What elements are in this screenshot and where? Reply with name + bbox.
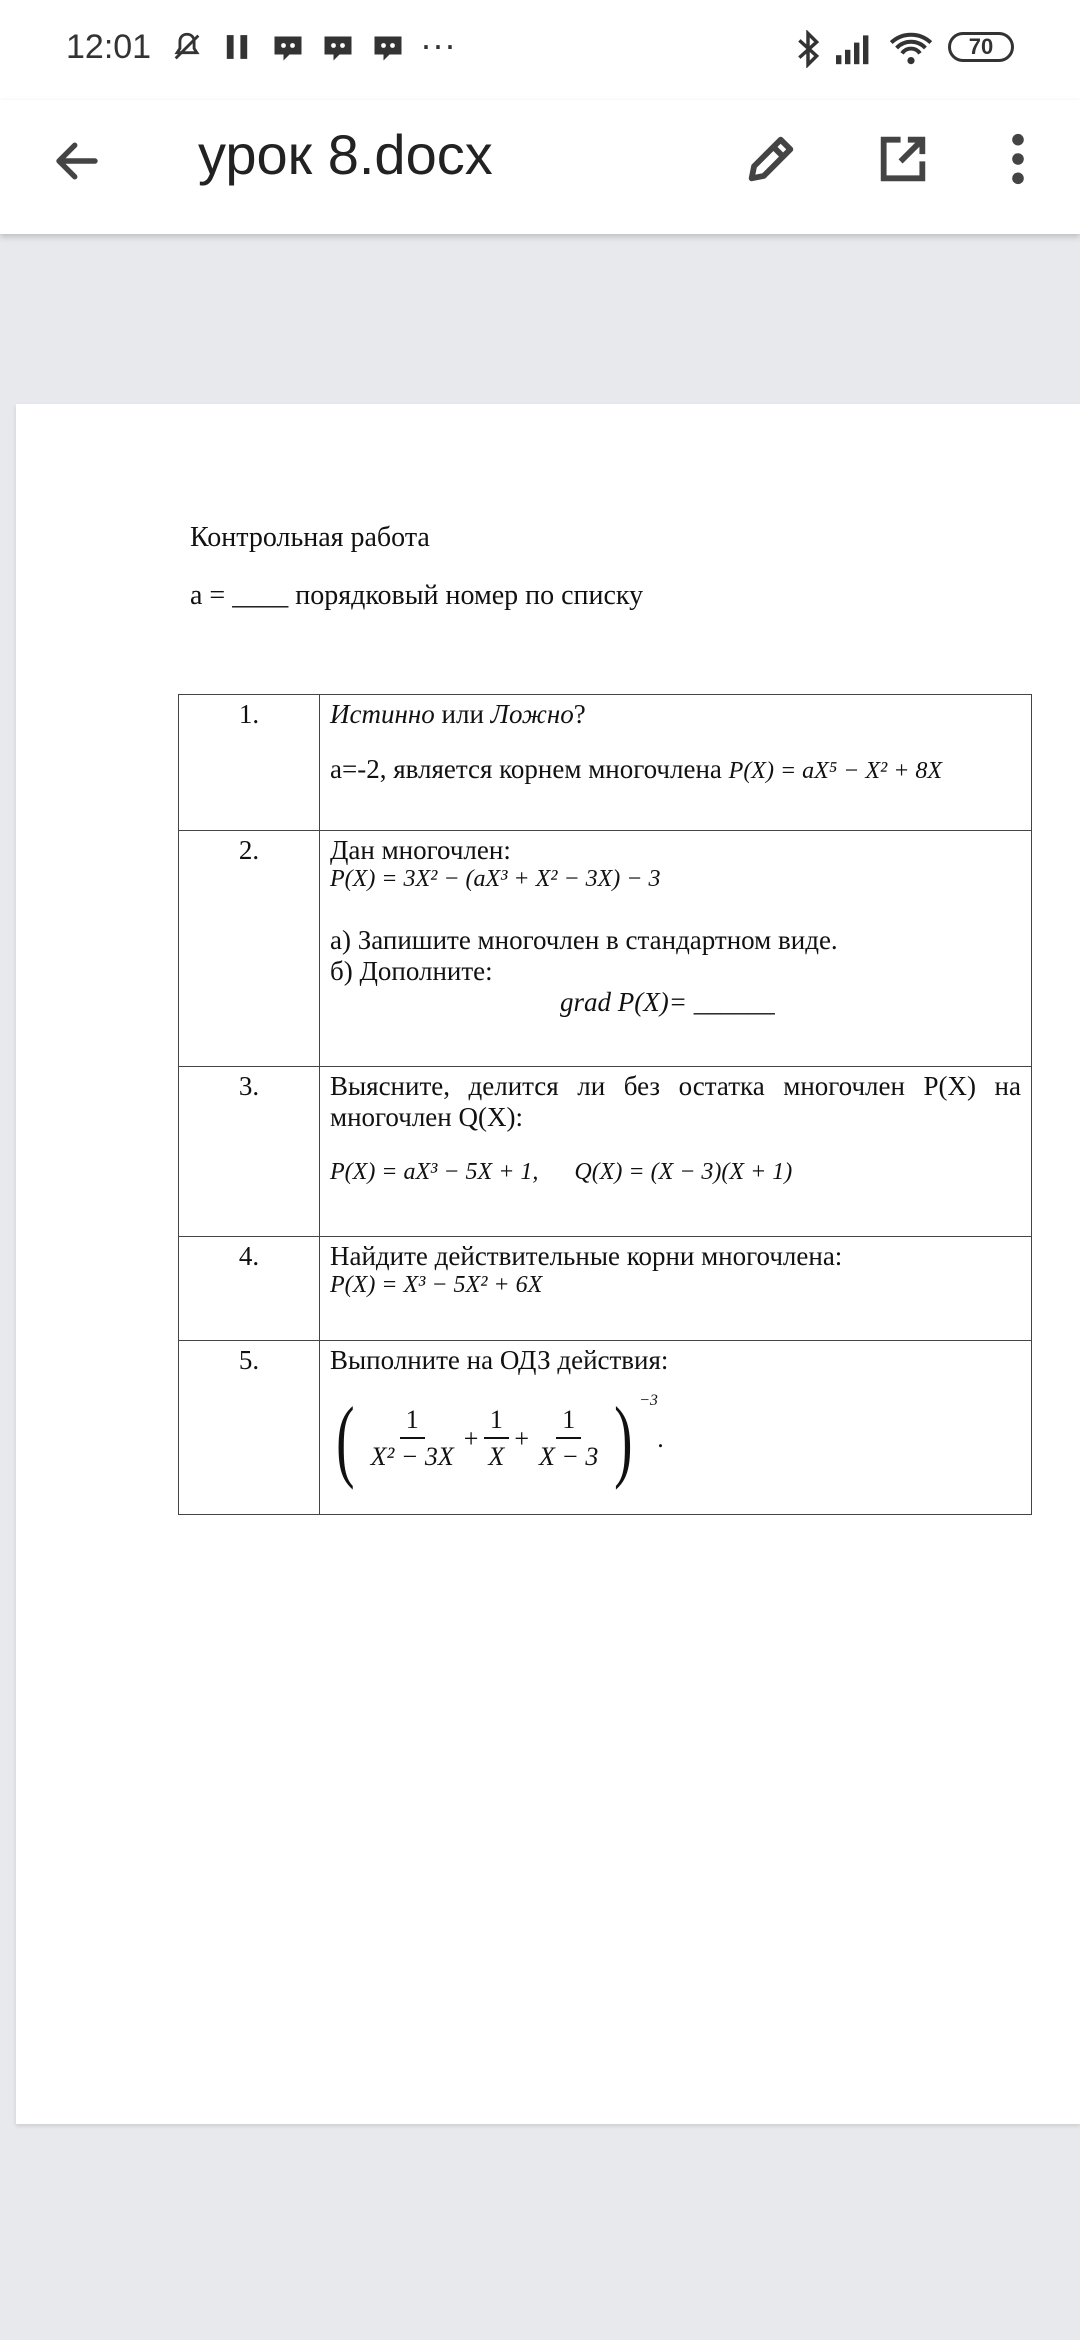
document-page bbox=[16, 404, 1080, 2124]
battery-icon: 70 bbox=[948, 32, 1014, 62]
polynomial-formula: P(X) = 3X² − (aX³ + X² − 3X) − 3 bbox=[330, 866, 661, 892]
fraction-2: $\frac{1}{X}$ bbox=[482, 1403, 510, 1475]
task-text: Дан многочлен: bbox=[330, 835, 511, 865]
document-title: урок 8.docx bbox=[198, 123, 493, 186]
signal-icon bbox=[834, 30, 874, 66]
task-row bbox=[179, 831, 1032, 1067]
task-row bbox=[179, 695, 1032, 831]
task-number: 5. bbox=[179, 1341, 320, 1515]
task-number: 2. bbox=[179, 831, 320, 1067]
app-bar bbox=[0, 100, 1080, 234]
discord-icon bbox=[320, 30, 356, 64]
tasks-table bbox=[178, 694, 1032, 1515]
polynomial-formula: P(X) = aX⁵ − X² + 8X bbox=[728, 758, 943, 784]
task-number: 4. bbox=[179, 1237, 320, 1341]
status-bar bbox=[0, 0, 1080, 100]
task-row bbox=[179, 1237, 1032, 1341]
document-subline: a = ____ порядковый номер по списку bbox=[190, 580, 644, 611]
exponent: −3 bbox=[639, 1392, 658, 1409]
pause-icon bbox=[224, 30, 250, 64]
bluetooth-icon bbox=[795, 30, 821, 68]
task-content bbox=[320, 831, 1032, 1067]
task-item-b: б) Дополните: bbox=[330, 956, 493, 986]
polynomial-formula: P(X) = X³ − 5X² + 6X bbox=[330, 1272, 543, 1298]
task-text: Выясните, делится ли без остатка многочлен P(X) на многочлен Q(X): bbox=[330, 1071, 1021, 1132]
task-number: 3. bbox=[179, 1067, 320, 1237]
muted-bell-icon bbox=[170, 30, 204, 64]
task-question: Истинно или Ложно? bbox=[330, 699, 586, 729]
task-item-a: а) Запишите многочлен в стандартном виде. bbox=[330, 925, 838, 955]
document-heading: Контрольная работа bbox=[190, 522, 430, 553]
back-arrow-icon[interactable] bbox=[50, 134, 104, 188]
task-content bbox=[320, 1341, 1032, 1515]
status-time: 12:01 bbox=[66, 28, 152, 66]
polynomial-q-formula: Q(X) = (X − 3)(X + 1) bbox=[574, 1159, 793, 1185]
discord-icon bbox=[270, 30, 306, 64]
task-text: Найдите действительные корни многочлена: bbox=[330, 1241, 843, 1271]
task-statement: a=-2, является корнем многочлена P(X) = aX⁵ − X² + 8X bbox=[330, 754, 943, 784]
task-number: 1. bbox=[179, 695, 320, 831]
edit-pencil-icon[interactable] bbox=[742, 130, 800, 188]
wifi-icon bbox=[888, 30, 934, 66]
formulas-line bbox=[330, 1155, 1021, 1186]
task-content bbox=[320, 695, 1032, 831]
more-dots-icon: ··· bbox=[420, 24, 456, 65]
task-row bbox=[179, 1341, 1032, 1515]
fraction-1: $\frac{1}{\text{X² − 3X}}$ bbox=[370, 1405, 454, 1472]
polynomial-p-formula: P(X) = aX³ − 5X + 1, bbox=[330, 1159, 539, 1185]
task-row bbox=[179, 1067, 1032, 1237]
open-external-icon[interactable] bbox=[874, 130, 932, 188]
discord-icon bbox=[370, 30, 406, 64]
fraction-3: $\frac{1}{X - 3}$ bbox=[538, 1405, 599, 1472]
task-text: Выполните на ОДЗ действия: bbox=[330, 1345, 669, 1375]
overflow-menu-icon[interactable] bbox=[1000, 130, 1036, 188]
task-content bbox=[320, 1067, 1032, 1237]
fraction-expression: ( $\frac{1}{\text{X² − 3X}}$ + $\frac{1}{X}$ + $\frac{1}{X - 3}$ ) $^{-3}$. bbox=[336, 1388, 665, 1491]
task-content bbox=[320, 1237, 1032, 1341]
grad-blank: grad P(X)= ______ bbox=[560, 987, 775, 1017]
